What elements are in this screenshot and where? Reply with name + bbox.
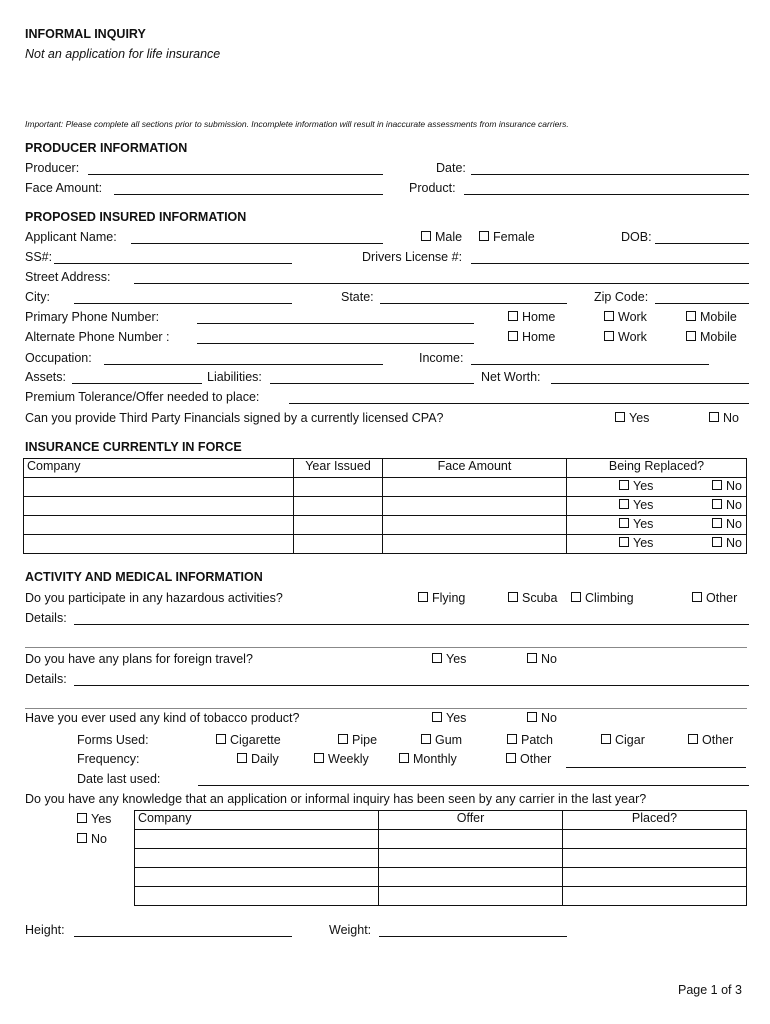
checkbox-icon[interactable]	[712, 518, 722, 528]
tobacco-question: Have you ever used any kind of tobacco product?	[25, 711, 300, 725]
primary-mobile-option[interactable]: Mobile	[686, 310, 737, 325]
applicant-label: Applicant Name:	[25, 230, 117, 244]
checkbox-icon[interactable]	[709, 412, 719, 422]
female-option[interactable]: Female	[479, 230, 535, 245]
table-row	[24, 478, 747, 497]
checkbox-icon[interactable]	[432, 712, 442, 722]
income-field[interactable]	[471, 364, 709, 365]
divider	[25, 647, 747, 648]
offer-cell[interactable]	[379, 830, 563, 849]
column-header: Company	[24, 459, 294, 478]
date-last-used-label: Date last used:	[77, 772, 161, 786]
replaced-cell	[567, 478, 747, 497]
hazard-details-field[interactable]	[74, 624, 749, 625]
producer-label: Producer:	[25, 161, 80, 175]
table-row	[24, 535, 747, 554]
face-amount-cell[interactable]	[383, 497, 567, 516]
climbing-option[interactable]: Climbing	[571, 591, 634, 606]
year-cell[interactable]	[294, 478, 383, 497]
activity-heading: ACTIVITY AND MEDICAL INFORMATION	[25, 570, 263, 584]
frequency-other-option[interactable]: Other	[506, 752, 551, 767]
carrier-question: Do you have any knowledge that an application or informal inquiry has been seen by any carrier in the last year?	[25, 792, 647, 806]
assets-label: Assets:	[25, 370, 66, 384]
alt-home-option[interactable]: Home	[508, 330, 555, 345]
table-row	[135, 849, 747, 868]
license-field[interactable]	[471, 263, 749, 264]
carrier-yes-option[interactable]: Yes	[77, 812, 111, 827]
checkbox-icon[interactable]	[619, 499, 629, 509]
company-cell[interactable]	[24, 535, 294, 554]
company-cell[interactable]	[135, 868, 379, 887]
in-force-heading: INSURANCE CURRENTLY IN FORCE	[25, 440, 242, 454]
face-amount-cell[interactable]	[383, 478, 567, 497]
travel-details-label: Details:	[25, 672, 67, 686]
replaced-no-option[interactable]: No	[712, 479, 742, 494]
hazard-details-label: Details:	[25, 611, 67, 625]
table-row	[135, 887, 747, 906]
insured-heading: PROPOSED INSURED INFORMATION	[25, 210, 247, 224]
checkbox-icon[interactable]	[527, 653, 537, 663]
alt-phone-field[interactable]	[197, 343, 474, 344]
year-cell[interactable]	[294, 535, 383, 554]
placed-cell[interactable]	[563, 849, 747, 868]
checkbox-icon[interactable]	[619, 518, 629, 528]
product-label: Product:	[409, 181, 456, 195]
face-amount-label: Face Amount:	[25, 181, 103, 195]
forms-used-label: Forms Used:	[77, 733, 149, 747]
ss-field[interactable]	[54, 263, 292, 264]
offer-cell[interactable]	[379, 849, 563, 868]
checkbox-icon[interactable]	[421, 734, 431, 744]
state-field[interactable]	[380, 303, 567, 304]
checkbox-icon[interactable]	[508, 311, 518, 321]
checkbox-icon[interactable]	[507, 734, 517, 744]
weight-label: Weight:	[329, 923, 372, 937]
height-field[interactable]	[74, 936, 292, 937]
date-last-used-field[interactable]	[198, 785, 749, 786]
checkbox-icon[interactable]	[479, 231, 489, 241]
offer-cell[interactable]	[379, 887, 563, 906]
checkbox-icon[interactable]	[604, 331, 614, 341]
checkbox-icon[interactable]	[604, 311, 614, 321]
street-label: Street Address:	[25, 270, 111, 284]
zip-label: Zip Code:	[594, 290, 649, 304]
replaced-yes-option[interactable]: Yes	[619, 517, 653, 532]
premium-label: Premium Tolerance/Offer needed to place:	[25, 390, 260, 404]
table-row	[135, 868, 747, 887]
table-row	[135, 830, 747, 849]
checkbox-icon[interactable]	[712, 499, 722, 509]
zip-field[interactable]	[655, 303, 749, 304]
checkbox-icon[interactable]	[619, 480, 629, 490]
hazard-other-option[interactable]: Other	[692, 591, 737, 606]
company-cell[interactable]	[135, 849, 379, 868]
replaced-no-option[interactable]: No	[712, 498, 742, 513]
column-header: Placed?	[563, 811, 747, 830]
table-header-row	[24, 459, 747, 478]
scuba-option[interactable]: Scuba	[508, 591, 557, 606]
cigarette-option[interactable]: Cigarette	[216, 733, 281, 748]
primary-phone-field[interactable]	[197, 323, 474, 324]
frequency-label: Frequency:	[77, 752, 140, 766]
checkbox-icon[interactable]	[686, 331, 696, 341]
carrier-table	[134, 810, 747, 906]
date-label: Date:	[436, 161, 466, 175]
checkbox-icon[interactable]	[432, 653, 442, 663]
replaced-yes-option[interactable]: Yes	[619, 479, 653, 494]
city-label: City:	[25, 290, 50, 304]
gum-option[interactable]: Gum	[421, 733, 462, 748]
checkbox-icon[interactable]	[506, 753, 516, 763]
alt-work-option[interactable]: Work	[604, 330, 647, 345]
hazard-question: Do you participate in any hazardous activities?	[25, 591, 283, 605]
column-header: Face Amount	[383, 459, 567, 478]
checkbox-icon[interactable]	[615, 412, 625, 422]
form-title: INFORMAL INQUIRY	[25, 27, 146, 41]
form-subtitle: Not an application for life insurance	[25, 47, 221, 61]
placed-cell[interactable]	[563, 887, 747, 906]
monthly-option[interactable]: Monthly	[399, 752, 457, 767]
male-option[interactable]: Male	[421, 230, 462, 245]
daily-option[interactable]: Daily	[237, 752, 279, 767]
patch-option[interactable]: Patch	[507, 733, 553, 748]
face-amount-cell[interactable]	[383, 535, 567, 554]
premium-field[interactable]	[289, 403, 749, 404]
tobacco-yes-option[interactable]: Yes	[432, 711, 466, 726]
occupation-label: Occupation:	[25, 351, 92, 365]
replaced-yes-option[interactable]: Yes	[619, 498, 653, 513]
checkbox-icon[interactable]	[686, 311, 696, 321]
column-header: Being Replaced?	[567, 459, 747, 478]
forms-other-option[interactable]: Other	[688, 733, 733, 748]
pipe-option[interactable]: Pipe	[338, 733, 377, 748]
frequency-other-field[interactable]	[566, 767, 746, 768]
checkbox-icon[interactable]	[216, 734, 226, 744]
tobacco-no-option[interactable]: No	[527, 711, 557, 726]
replaced-yes-option[interactable]: Yes	[619, 536, 653, 551]
page-number: Page 1 of 3	[678, 983, 742, 997]
income-label: Income:	[419, 351, 464, 365]
cpa-yes-option[interactable]: Yes	[615, 411, 649, 426]
date-field[interactable]	[471, 174, 749, 175]
company-cell[interactable]	[135, 887, 379, 906]
offer-cell[interactable]	[379, 868, 563, 887]
checkbox-icon[interactable]	[508, 331, 518, 341]
checkbox-icon[interactable]	[338, 734, 348, 744]
travel-question: Do you have any plans for foreign travel?	[25, 652, 253, 666]
ss-label: SS#:	[25, 250, 53, 264]
weekly-option[interactable]: Weekly	[314, 752, 369, 767]
column-header: Offer	[379, 811, 563, 830]
table-row	[24, 516, 747, 535]
travel-yes-option[interactable]: Yes	[432, 652, 466, 667]
checkbox-icon[interactable]	[571, 592, 581, 602]
street-field[interactable]	[134, 283, 749, 284]
replaced-cell	[567, 535, 747, 554]
state-label: State:	[341, 290, 374, 304]
checkbox-icon[interactable]	[712, 537, 722, 547]
primary-phone-label: Primary Phone Number:	[25, 310, 160, 324]
checkbox-icon[interactable]	[421, 231, 431, 241]
checkbox-icon[interactable]	[237, 753, 247, 763]
height-label: Height:	[25, 923, 65, 937]
flying-option[interactable]: Flying	[418, 591, 465, 606]
net-worth-field[interactable]	[551, 383, 749, 384]
company-cell[interactable]	[24, 478, 294, 497]
checkbox-icon[interactable]	[314, 753, 324, 763]
in-force-table	[23, 458, 747, 554]
travel-details-field[interactable]	[74, 685, 749, 686]
cpa-no-option[interactable]: No	[709, 411, 739, 426]
checkbox-icon[interactable]	[601, 734, 611, 744]
checkbox-icon[interactable]	[418, 592, 428, 602]
primary-home-option[interactable]: Home	[508, 310, 555, 325]
liabilities-field[interactable]	[270, 383, 474, 384]
face-amount-cell[interactable]	[383, 516, 567, 535]
checkbox-icon[interactable]	[688, 734, 698, 744]
net-worth-label: Net Worth:	[481, 370, 541, 384]
checkbox-icon[interactable]	[399, 753, 409, 763]
important-notice: Important: Please complete all sections prior to submission. Incomplete information will result in inaccurate assessments from insurance carriers.	[25, 119, 569, 129]
table-header-row	[135, 811, 747, 830]
assets-field[interactable]	[72, 383, 202, 384]
company-cell[interactable]	[24, 497, 294, 516]
checkbox-icon[interactable]	[619, 537, 629, 547]
year-cell[interactable]	[294, 497, 383, 516]
occupation-field[interactable]	[104, 364, 383, 365]
face-amount-field[interactable]	[114, 194, 383, 195]
alt-phone-label: Alternate Phone Number :	[25, 330, 170, 344]
column-header: Company	[135, 811, 379, 830]
replaced-cell	[567, 497, 747, 516]
table-row	[24, 497, 747, 516]
year-cell[interactable]	[294, 516, 383, 535]
liabilities-label: Liabilities:	[207, 370, 262, 384]
checkbox-icon[interactable]	[508, 592, 518, 602]
cigar-option[interactable]: Cigar	[601, 733, 645, 748]
producer-field[interactable]	[88, 174, 383, 175]
company-cell[interactable]	[24, 516, 294, 535]
company-cell[interactable]	[135, 830, 379, 849]
placed-cell[interactable]	[563, 830, 747, 849]
travel-no-option[interactable]: No	[527, 652, 557, 667]
placed-cell[interactable]	[563, 868, 747, 887]
city-field[interactable]	[74, 303, 292, 304]
primary-work-option[interactable]: Work	[604, 310, 647, 325]
replaced-no-option[interactable]: No	[712, 536, 742, 551]
replaced-cell	[567, 516, 747, 535]
producer-heading: PRODUCER INFORMATION	[25, 141, 188, 155]
dob-label: DOB:	[621, 230, 652, 244]
replaced-no-option[interactable]: No	[712, 517, 742, 532]
dob-field[interactable]	[655, 243, 749, 244]
applicant-field[interactable]	[131, 243, 383, 244]
column-header: Year Issued	[294, 459, 383, 478]
divider	[25, 708, 747, 709]
product-field[interactable]	[464, 194, 749, 195]
weight-field[interactable]	[379, 936, 567, 937]
alt-mobile-option[interactable]: Mobile	[686, 330, 737, 345]
checkbox-icon[interactable]	[77, 813, 87, 823]
checkbox-icon[interactable]	[712, 480, 722, 490]
checkbox-icon[interactable]	[692, 592, 702, 602]
carrier-no-option[interactable]: No	[77, 832, 107, 847]
checkbox-icon[interactable]	[77, 833, 87, 843]
cpa-question: Can you provide Third Party Financials signed by a currently licensed CPA?	[25, 411, 444, 425]
checkbox-icon[interactable]	[527, 712, 537, 722]
license-label: Drivers License #:	[362, 250, 463, 264]
